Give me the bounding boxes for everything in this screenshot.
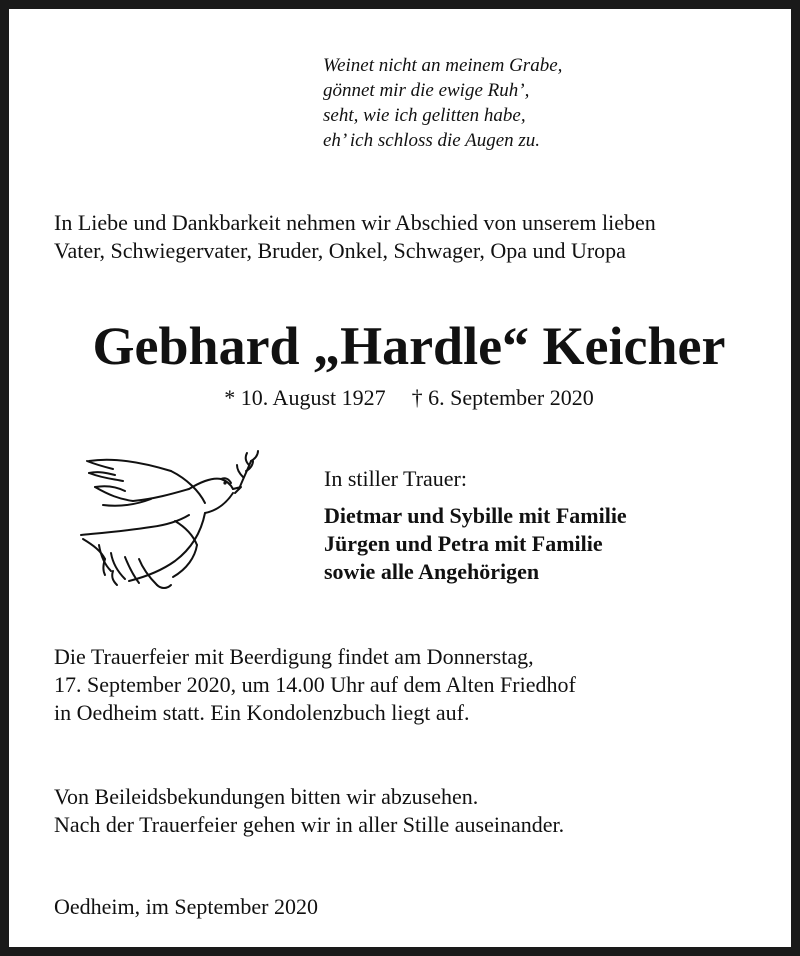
poem-line: eh’ ich schloss die Augen zu. <box>323 130 541 151</box>
dove-with-olive-branch-icon <box>75 449 265 599</box>
mourner-line: sowie alle Angehörigen <box>324 559 540 584</box>
poem-line: seht, wie ich gelitten habe, <box>323 105 526 126</box>
condolence-note <box>54 783 564 839</box>
funeral-info <box>54 643 576 727</box>
intro-line: In Liebe und Dankbarkeit nehmen wir Abschied von unserem lieben <box>54 210 656 235</box>
life-dates <box>9 383 800 413</box>
note-line: Von Beileidsbekundungen bitten wir abzusehen. <box>54 784 479 809</box>
birth-date: * 10. August 1927 <box>224 385 386 410</box>
death-date: † 6. September 2020 <box>411 385 594 410</box>
funeral-line: 17. September 2020, um 14.00 Uhr auf dem Alten Friedhof <box>54 672 576 697</box>
funeral-line: in Oedheim statt. Ein Kondolenzbuch liegt auf. <box>54 700 470 725</box>
poem-line: gönnet mir die ewige Ruh’, <box>323 80 530 101</box>
mourner-line: Jürgen und Petra mit Familie <box>324 531 603 556</box>
funeral-line: Die Trauerfeier mit Beerdigung findet am Donnerstag, <box>54 644 534 669</box>
intro-text <box>54 209 656 265</box>
intro-line: Vater, Schwiegervater, Bruder, Onkel, Schwager, Opa und Uropa <box>54 238 626 263</box>
place-and-date: Oedheim, im September 2020 <box>54 894 318 919</box>
note-line: Nach der Trauerfeier gehen wir in aller Stille auseinander. <box>54 812 565 837</box>
mourners-lead: In stiller Trauer: <box>324 466 467 491</box>
mourner-line: Dietmar und Sybille mit Familie <box>324 503 627 528</box>
mourners <box>324 465 627 586</box>
poem-line: Weinet nicht an meinem Grabe, <box>323 55 563 76</box>
deceased-name: Gebhard „Hardle“ Keicher <box>92 316 726 376</box>
poem <box>323 53 562 153</box>
